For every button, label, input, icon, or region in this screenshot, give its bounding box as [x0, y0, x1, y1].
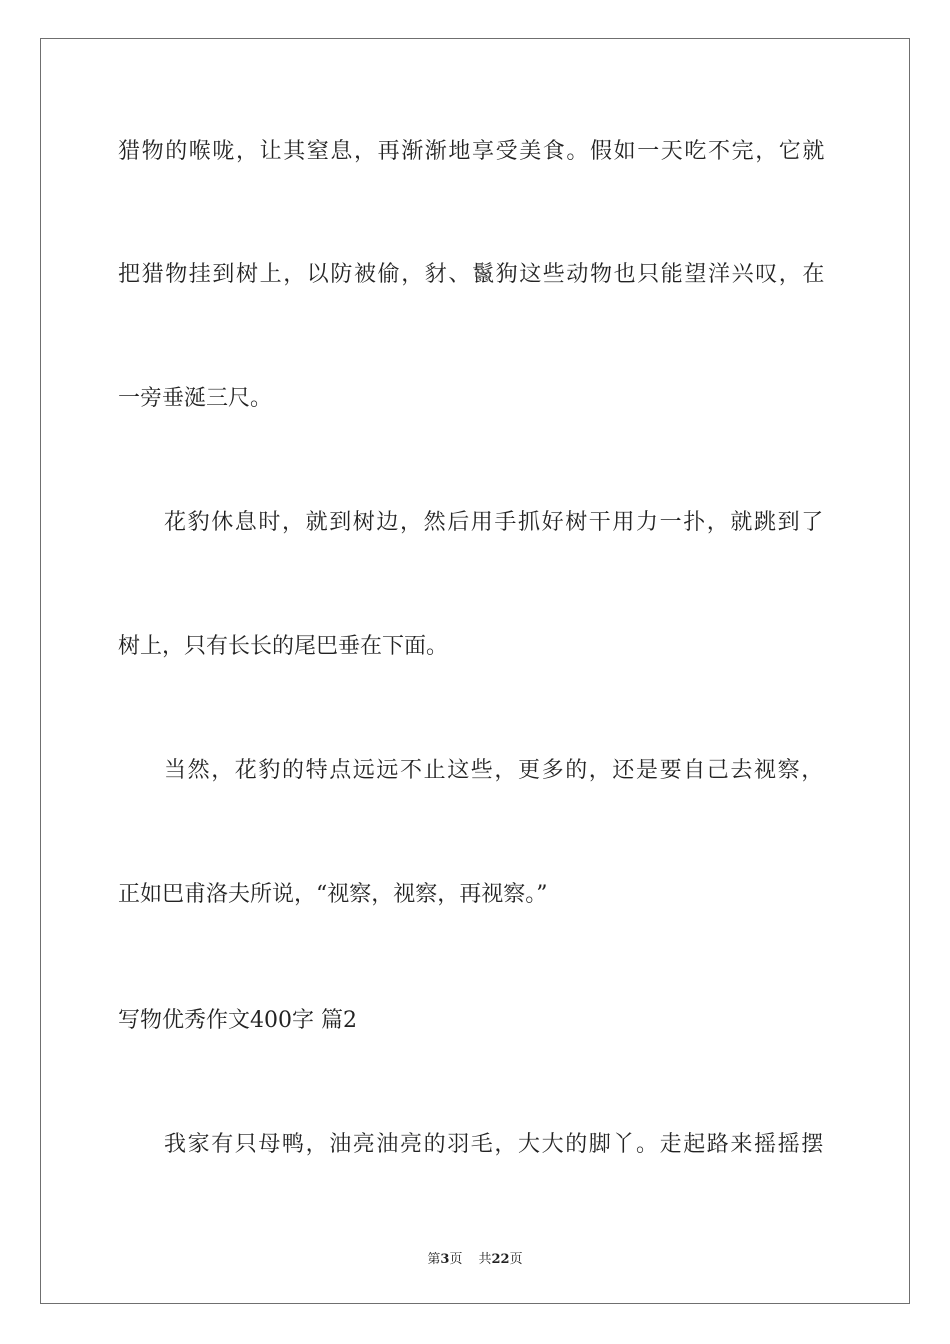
total-pages: 22 [491, 1252, 510, 1267]
paragraph-first-line: 我家有只母鸭，油亮油亮的羽毛，大大的脚丫。走起路来摇摇摆 [164, 1132, 825, 1157]
body-text-line: 树上，只有长长的尾巴垂在下面。 [118, 634, 449, 659]
body-text-line: 把猎物挂到树上，以防被偷，豺、鬣狗这些动物也只能望洋兴叹，在 [118, 262, 827, 287]
body-text-line: 猎物的喉咙，让其窒息，再渐渐地享受美食。假如一天吃不完，它就 [118, 139, 827, 164]
page-suffix: 页 [449, 1252, 463, 1267]
page-prefix: 第 [427, 1252, 441, 1267]
total-suffix: 页 [509, 1252, 523, 1267]
paragraph-first-line: 当然，花豹的特点远远不止这些，更多的，还是要自己去视察， [164, 758, 825, 783]
page-border [40, 38, 910, 1304]
body-text-line: 正如巴甫洛夫所说，“视察，视察，再视察。” [118, 882, 548, 907]
page-footer [0, 1248, 950, 1267]
page-number: 3 [440, 1252, 450, 1267]
total-prefix: 共 [478, 1252, 492, 1267]
section-heading: 写物优秀作文400字 篇2 [118, 1008, 357, 1033]
body-text-line: 一旁垂涎三尺。 [118, 386, 273, 411]
paragraph-first-line: 花豹休息时，就到树边，然后用手抓好树干用力一扑，就跳到了 [164, 510, 825, 535]
